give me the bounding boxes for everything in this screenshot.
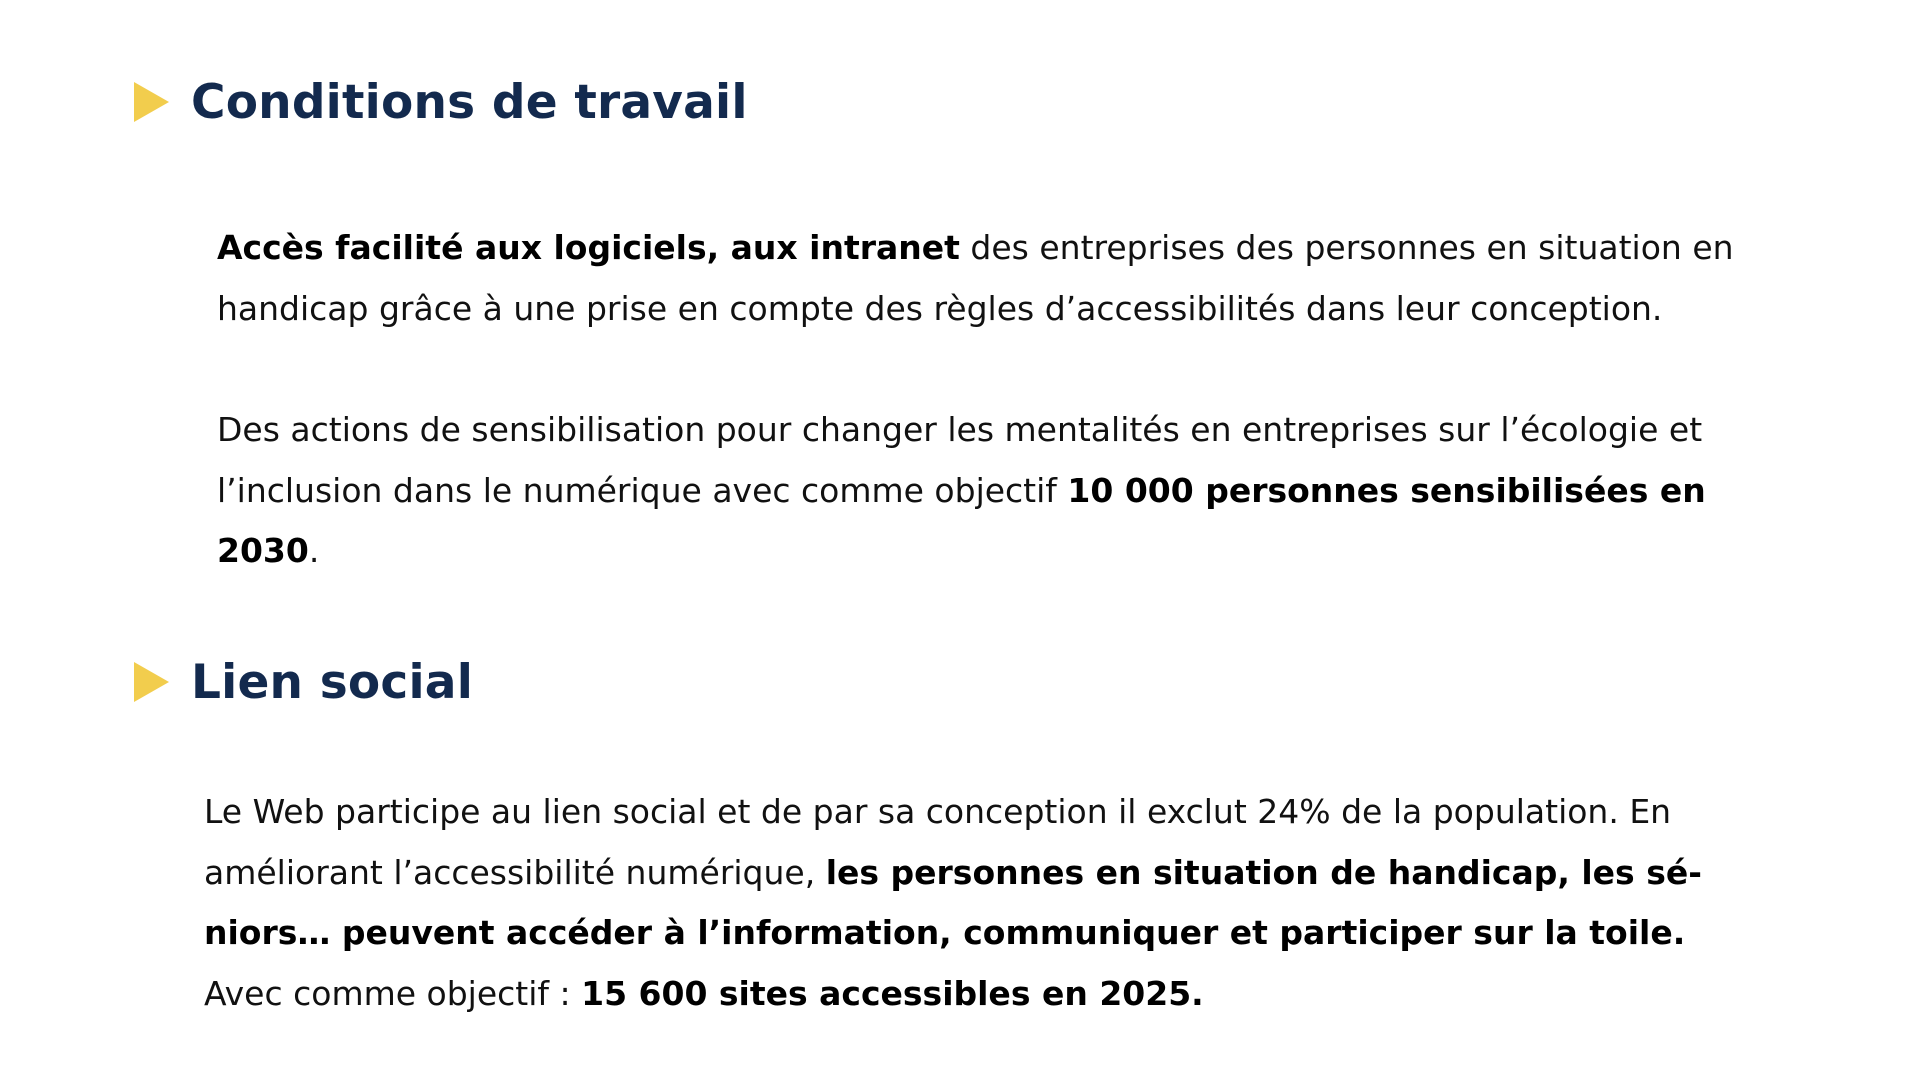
paragraph-line: [204, 903, 1702, 964]
paragraph-access-software: [217, 218, 1734, 339]
triangle-bullet-icon: [134, 82, 169, 122]
paragraph-awareness-actions: [217, 400, 1706, 582]
bold-text: les personnes en situation de handicap, les sé-: [825, 852, 1702, 892]
text: améliorant l’accessibilité numérique,: [204, 852, 826, 892]
section-heading-conditions: [134, 72, 748, 132]
paragraph-social-link: [204, 782, 1702, 1024]
paragraph-line: Le Web participe au lien social et de par sa conception il exclut 24% de la population. En: [204, 792, 1672, 831]
bold-text: 2030: [217, 531, 309, 570]
paragraph-line: [204, 964, 1702, 1025]
triangle-bullet-icon: [134, 662, 169, 702]
section-heading-lien-social: [134, 652, 473, 712]
section-title: Lien social: [191, 654, 474, 710]
text: .: [308, 531, 320, 570]
paragraph-line: [204, 843, 1702, 904]
bold-text: 10 000 personnes sensibilisées en: [1067, 470, 1706, 510]
text: Avec comme objectif :: [204, 973, 582, 1013]
paragraph-line: [217, 521, 1706, 582]
paragraph-line: Des actions de sensibilisation pour changer les mentalités en entreprises sur l’écologie et: [217, 410, 1703, 449]
bold-text: Accès facilité aux logiciels, aux intranet: [217, 228, 960, 267]
bold-text: niors… peuvent accéder à l’information, communiquer et participer sur la toile.: [204, 913, 1686, 952]
paragraph-line: handicap grâce à une prise en compte des règles d’accessibilités dans leur conception.: [217, 288, 1663, 328]
text: des entreprises des personnes en situation en: [959, 228, 1734, 267]
paragraph-line: [217, 218, 1734, 279]
section-title: Conditions de travail: [191, 74, 748, 130]
text: l’inclusion dans le numérique avec comme objectif: [217, 470, 1068, 510]
paragraph-line: [217, 461, 1706, 522]
bold-text: 15 600 sites accessibles en 2025.: [581, 973, 1204, 1013]
